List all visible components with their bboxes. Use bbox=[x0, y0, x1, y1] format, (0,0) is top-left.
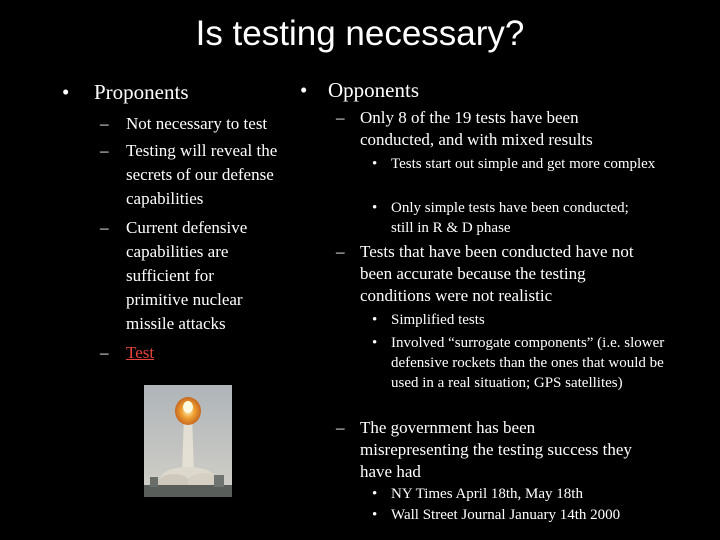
bullet: • bbox=[372, 156, 378, 172]
opponent-subpoint: Wall Street Journal January 14th 2000 bbox=[391, 507, 621, 523]
proponents-heading: Proponents bbox=[94, 80, 189, 104]
bullet: • bbox=[372, 507, 378, 523]
bullet: • bbox=[372, 200, 378, 216]
proponent-item: Not necessary to test bbox=[126, 114, 268, 133]
dash-marker: – bbox=[336, 108, 345, 127]
bullet: • bbox=[62, 80, 70, 104]
proponent-item: Current defensive capabilities are sufficient for primitive nuclear missile attacks bbox=[126, 218, 248, 333]
opponent-subpoint: Simplified tests bbox=[391, 312, 485, 328]
bullet: • bbox=[300, 78, 308, 102]
opponent-subpoint: NY Times April 18th, May 18th bbox=[391, 486, 583, 502]
test-link-container bbox=[126, 341, 154, 365]
opponent-subpoint: Tests start out simple and get more complex bbox=[391, 156, 656, 172]
slide-title: Is testing necessary? bbox=[195, 14, 525, 53]
proponent-item: Testing will reveal the secrets of our defense capabilities bbox=[126, 141, 278, 208]
bullet: • bbox=[372, 312, 378, 328]
opponent-point: Tests that have been conducted have not been accurate because the testing conditions were not realistic bbox=[360, 242, 634, 305]
dash-marker: – bbox=[336, 242, 345, 261]
dash-marker: – bbox=[100, 141, 109, 160]
dash-marker: – bbox=[100, 114, 109, 133]
test-link[interactable]: Test bbox=[126, 343, 155, 362]
missile-launch-photo bbox=[144, 385, 232, 497]
dash-marker: – bbox=[336, 418, 345, 437]
bullet: • bbox=[372, 335, 378, 351]
opponent-subpoint: Involved “surrogate components” (i.e. slower defensive rockets than the ones that would be used in a real situation; GPS satellites) bbox=[391, 335, 665, 391]
dash-marker: – bbox=[100, 343, 109, 362]
opponent-point: The government has been misrepresenting the testing success they have had bbox=[360, 418, 632, 481]
bullet: • bbox=[372, 486, 378, 502]
opponent-point: Only 8 of the 19 tests have been conducted, and with mixed results bbox=[360, 108, 593, 149]
opponent-subpoint: Only simple tests have been conducted; still in R & D phase bbox=[391, 200, 629, 236]
dash-marker: – bbox=[100, 218, 109, 237]
opponents-heading: Opponents bbox=[328, 78, 419, 102]
missile-launch-image bbox=[144, 385, 232, 497]
